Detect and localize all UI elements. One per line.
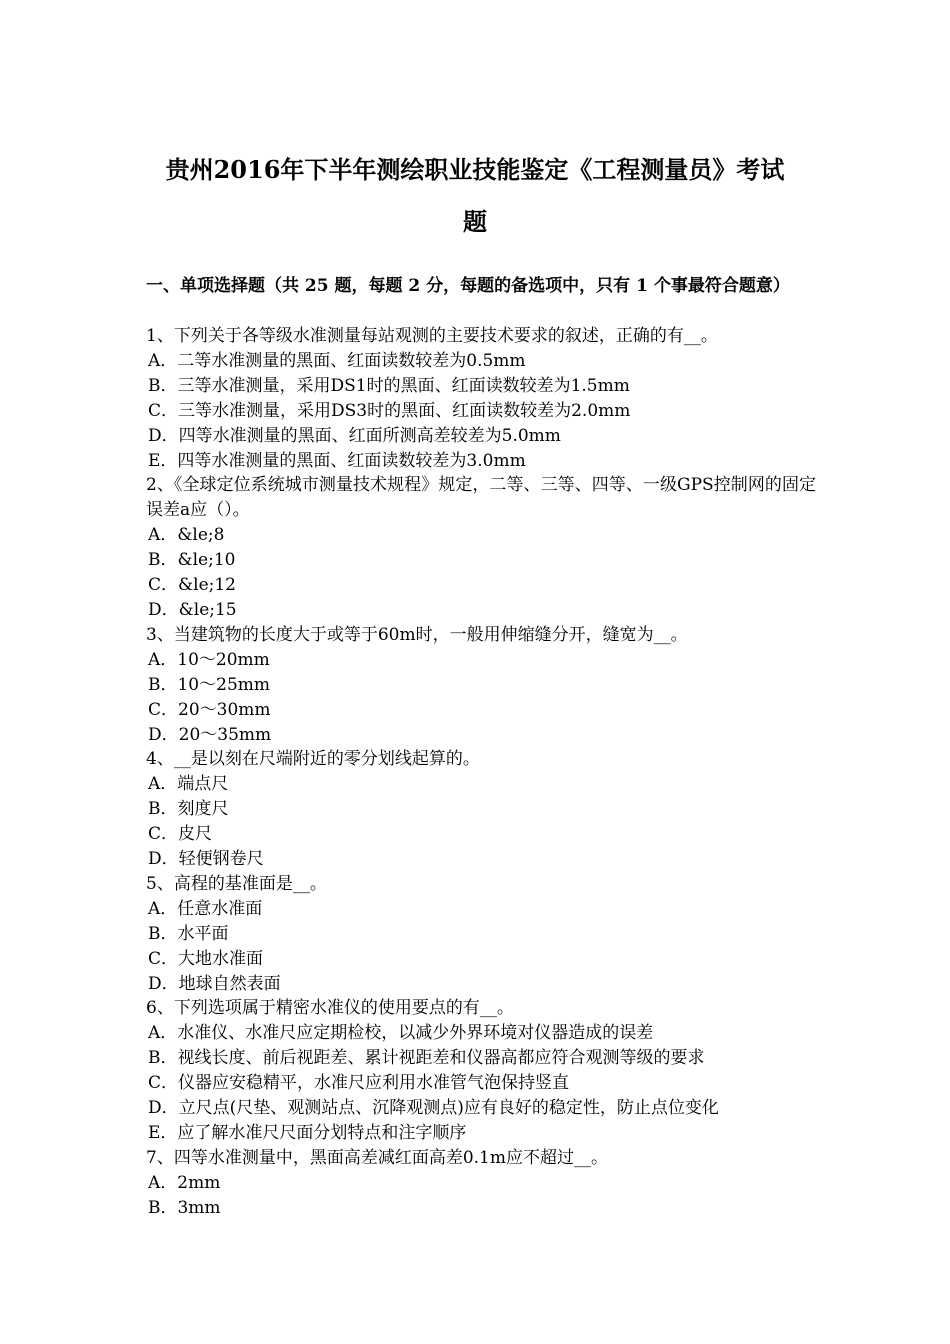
question-5-text: 5、高程的基准面是__。: [146, 873, 327, 894]
question-1-option-c: C．三等水准测量，采用DS3时的黑面、红面读数较差为2.0mm: [148, 400, 631, 421]
question-list: [146, 324, 816, 1221]
question-3-option-a: A．10～20mm: [148, 649, 270, 670]
question-6-text: 6、下列选项属于精密水准仪的使用要点的有__。: [146, 998, 514, 1019]
question-1-option-d: D．四等水准测量的黑面、红面所测高差较差为5.0mm: [148, 425, 561, 446]
question-2-option-c: C．&le;12: [148, 575, 236, 596]
question-5-option-c: C．大地水准面: [148, 948, 264, 969]
question-2-option-d: D．&le;15: [148, 599, 237, 620]
question-7-option-a: A．2mm: [148, 1172, 221, 1193]
question-5-option-b: B．水平面: [148, 923, 229, 944]
question-6-option-d: D．立尺点(尺垫、观测站点、沉降观测点)应有良好的稳定性，防止点位变化: [148, 1098, 719, 1119]
question-3-option-b: B．10～25mm: [148, 674, 270, 695]
question-7-option-b: B．3mm: [148, 1197, 221, 1218]
question-1-option-a: A．二等水准测量的黑面、红面读数较差为0.5mm: [148, 350, 526, 371]
question-4-option-d: D．轻便钢卷尺: [148, 849, 264, 870]
question-4-option-c: C．皮尺: [148, 824, 213, 845]
question-4-option-b: B．刻度尺: [148, 799, 229, 820]
question-1-option-b: B．三等水准测量，采用DS1时的黑面、红面读数较差为1.5mm: [148, 375, 630, 396]
question-6-option-e: E．应了解水准尺尺面分划特点和注字顺序: [148, 1123, 467, 1143]
question-7-text: 7、四等水准测量中，黑面高差减红面高差0.1m应不超过__。: [146, 1147, 608, 1168]
question-1-option-e: E．四等水准测量的黑面、红面读数较差为3.0mm: [148, 450, 526, 471]
question-6-option-b: B．视线长度、前后视距差、累计视距差和仪器高都应符合观测等级的要求: [148, 1048, 705, 1069]
question-3-option-c: C．20～30mm: [148, 699, 271, 720]
question-2-option-a: A．&le;8: [148, 525, 225, 546]
question-3-text: 3、当建筑物的长度大于或等于60m时，一般用伸缩缝分开，缝宽为__。: [146, 624, 688, 645]
document-title-line-2: 题: [463, 207, 487, 236]
question-1-text: 1、下列关于各等级水准测量每站观测的主要技术要求的叙述，正确的有__。: [146, 326, 718, 346]
question-5-option-d: D．地球自然表面: [148, 973, 281, 994]
document-title-line-1: 贵州2016年下半年测绘职业技能鉴定《工程测量员》考试: [165, 155, 785, 184]
question-3-option-d: D．20～35mm: [148, 724, 272, 745]
question-6-option-c: C．仪器应安稳精平，水准尺应利用水准管气泡保持竖直: [148, 1073, 570, 1094]
question-4-option-a: A．端点尺: [148, 774, 229, 795]
question-2-option-b: B．&le;10: [148, 550, 236, 571]
question-5-option-a: A．任意水准面: [148, 898, 263, 919]
question-4-text: 4、__是以刻在尺端附近的零分划线起算的。: [146, 749, 480, 770]
question-6-option-a: A．水准仪、水准尺应定期检校，以减少外界环境对仪器造成的误差: [148, 1023, 654, 1044]
section-heading: 一、单项选择题（共 25 题，每题 2 分，每题的备选项中，只有 1 个事最符合题意）: [146, 276, 790, 296]
question-2-text: 2、《全球定位系统城市测量技术规程》规定，二等、三等、四等、一级GPS控制网的固定误差a应（）。: [146, 475, 816, 521]
